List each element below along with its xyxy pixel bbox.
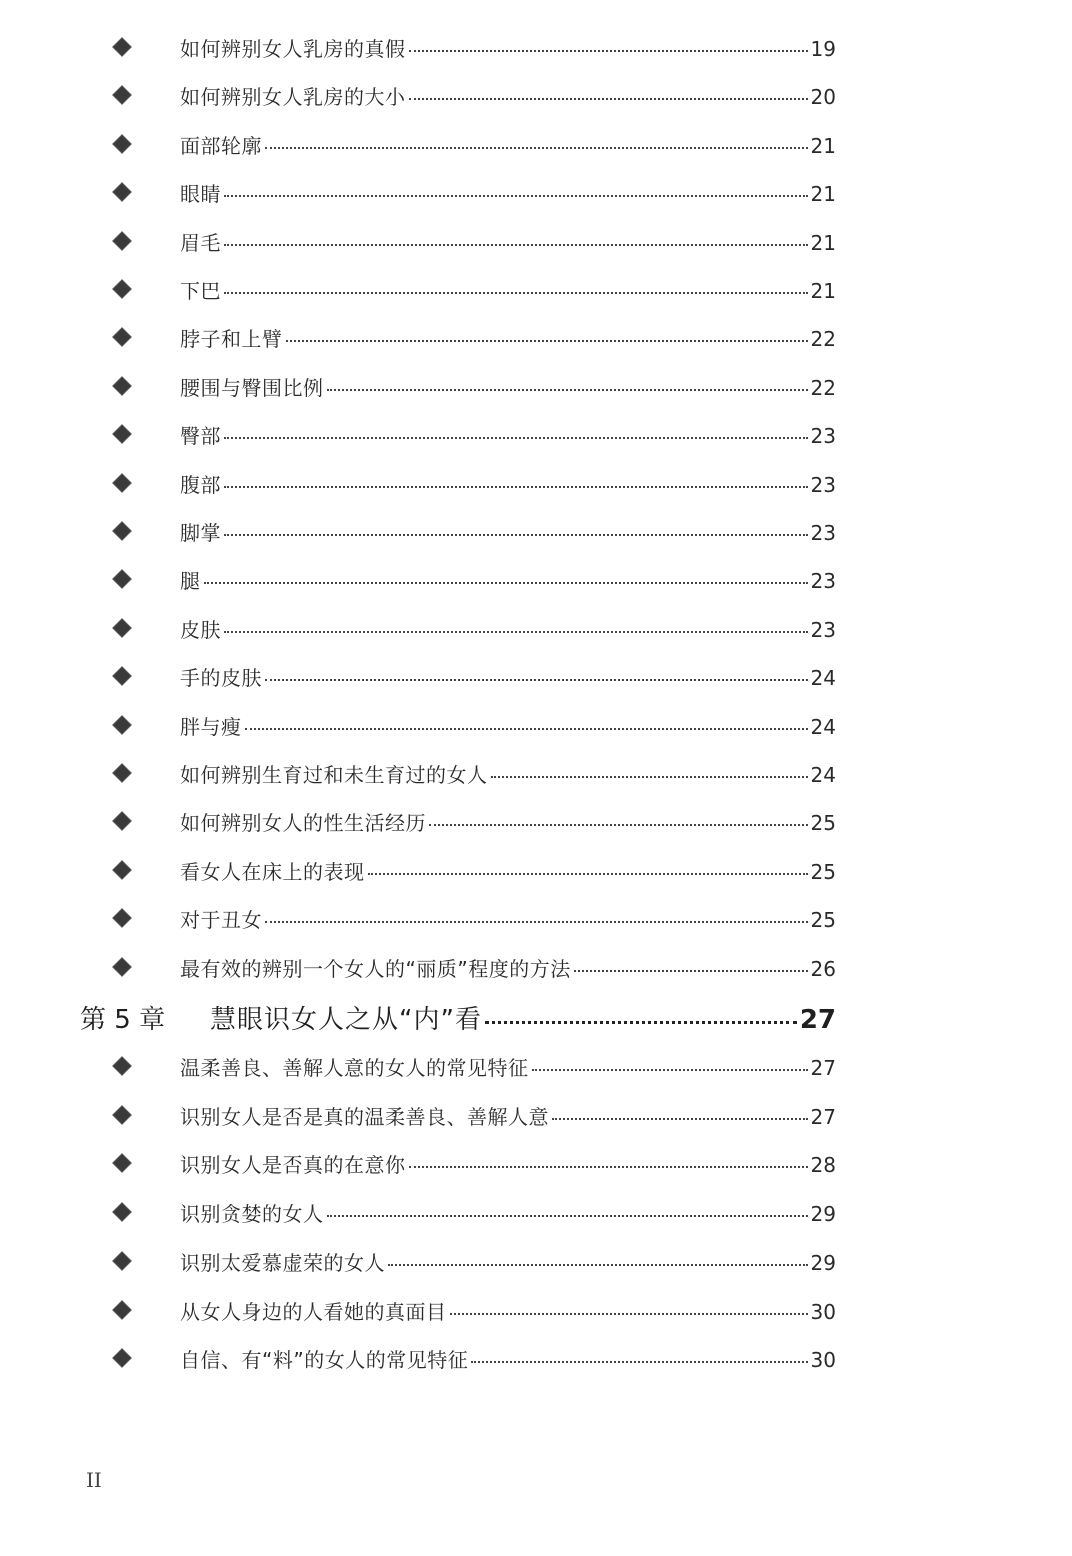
- dot-leader: [224, 486, 808, 488]
- diamond-bullet-icon: [112, 1153, 132, 1173]
- diamond-bullet-icon: [112, 231, 132, 251]
- toc-entry-page-number: 21: [810, 230, 836, 255]
- diamond-bullet-icon: [112, 811, 132, 831]
- diamond-bullet-icon: [112, 1251, 132, 1271]
- toc-entry-title: 腰围与臀围比例: [180, 375, 324, 400]
- toc-entry[interactable]: [180, 517, 836, 545]
- dot-leader: [204, 582, 808, 584]
- diamond-bullet-icon: [112, 908, 132, 928]
- toc-entry-page-number: 24: [810, 763, 836, 787]
- diamond-bullet-icon: [112, 569, 132, 589]
- toc-entry-page-number: 22: [810, 375, 836, 400]
- diamond-bullet-icon: [112, 473, 132, 493]
- toc-entry-page-number: 30: [810, 1299, 836, 1324]
- toc-entry-page-number: 25: [810, 859, 836, 884]
- diamond-bullet-icon: [112, 715, 132, 735]
- toc-entry[interactable]: [180, 227, 836, 255]
- dot-leader: [224, 437, 808, 439]
- toc-entry-page-number: 28: [810, 1153, 836, 1178]
- toc-entry[interactable]: [180, 81, 836, 109]
- toc-entry-page-number: 23: [810, 569, 836, 594]
- dot-leader: [245, 728, 808, 730]
- toc-entry-title: 如何辨别女人乳房的真假: [180, 37, 406, 61]
- toc-entry-page-number: 22: [810, 327, 836, 352]
- diamond-bullet-icon: [112, 618, 132, 638]
- toc-entry-page-number: 25: [810, 811, 836, 836]
- toc-entry[interactable]: [180, 1247, 836, 1275]
- toc-entry[interactable]: [180, 178, 836, 206]
- toc-entry-title: 脖子和上臂: [180, 327, 283, 352]
- toc-entry-title: 下巴: [180, 279, 221, 303]
- toc-entry-title: 面部轮廓: [180, 133, 262, 158]
- diamond-bullet-icon: [112, 1202, 132, 1222]
- toc-entry[interactable]: [180, 807, 836, 835]
- dot-leader: [409, 50, 808, 52]
- toc-entry-page-number: 24: [810, 714, 836, 739]
- dot-leader: [409, 1166, 808, 1168]
- toc-entry-title: 臀部: [180, 424, 221, 449]
- toc-entry[interactable]: [180, 1101, 836, 1129]
- toc-entry[interactable]: [180, 953, 836, 981]
- toc-entry-page-number: 21: [810, 182, 836, 207]
- toc-entry[interactable]: [180, 33, 836, 61]
- chapter-heading: [80, 999, 836, 1035]
- toc-entry-title: 如何辨别生育过和未生育过的女人: [180, 763, 488, 787]
- toc-entry-page-number: 21: [810, 279, 836, 303]
- toc-entry-page-number: 29: [810, 1250, 836, 1275]
- diamond-bullet-icon: [112, 1105, 132, 1125]
- toc-entry-page-number: 24: [810, 666, 836, 691]
- dot-leader: [224, 631, 808, 633]
- dot-leader: [532, 1069, 808, 1071]
- toc-entry-title: 眼睛: [180, 182, 221, 207]
- toc-entry-title: 腹部: [180, 472, 221, 497]
- toc-entry[interactable]: [180, 856, 836, 884]
- dot-leader: [429, 824, 808, 826]
- toc-entry[interactable]: [180, 1198, 836, 1226]
- toc-entry-title: 看女人在床上的表现: [180, 859, 365, 884]
- dot-leader: [286, 340, 808, 342]
- dot-leader: [224, 292, 808, 294]
- diamond-bullet-icon: [112, 182, 132, 202]
- toc-entry-title: 如何辨别女人乳房的大小: [180, 85, 406, 110]
- toc-entry-title: 脚掌: [180, 521, 221, 545]
- diamond-bullet-icon: [112, 376, 132, 396]
- chapter-label: 第 5 章: [80, 1005, 166, 1035]
- toc-entry-title: 对于丑女: [180, 908, 262, 933]
- dot-leader: [265, 921, 808, 923]
- diamond-bullet-icon: [112, 860, 132, 880]
- toc-entry-title: 如何辨别女人的性生活经历: [180, 811, 426, 836]
- diamond-bullet-icon: [112, 37, 132, 57]
- dot-leader: [471, 1361, 807, 1363]
- toc-entry-title: 腿: [180, 569, 201, 594]
- diamond-bullet-icon: [112, 1056, 132, 1076]
- diamond-bullet-icon: [112, 424, 132, 444]
- toc-entry[interactable]: [180, 662, 836, 690]
- footer-page-number: II: [86, 1468, 102, 1492]
- toc-entry-page-number: 23: [810, 472, 836, 497]
- diamond-bullet-icon: [112, 327, 132, 347]
- toc-entry-title: 胖与瘦: [180, 714, 242, 739]
- dot-leader: [485, 1021, 797, 1024]
- toc-entry-page-number: 23: [810, 617, 836, 642]
- dot-leader: [409, 98, 808, 100]
- toc-entry-page-number: 23: [810, 424, 836, 449]
- toc-entry-title: 眉毛: [180, 230, 221, 255]
- dot-leader: [450, 1313, 808, 1315]
- dot-leader: [224, 534, 808, 536]
- toc-entry[interactable]: [180, 420, 836, 448]
- chapter-title: 慧眼识女人之从“内”看: [210, 1005, 482, 1035]
- toc-entry[interactable]: [180, 614, 836, 642]
- toc-entry-title: 从女人身边的人看她的真面目: [180, 1299, 447, 1324]
- diamond-bullet-icon: [112, 134, 132, 154]
- toc-entry-page-number: 21: [810, 133, 836, 158]
- toc-entry[interactable]: [180, 130, 836, 158]
- toc-entry-page-number: 19: [810, 37, 836, 61]
- toc-entry[interactable]: [180, 711, 836, 739]
- toc-entry[interactable]: [180, 323, 836, 351]
- dot-leader: [574, 970, 808, 972]
- diamond-bullet-icon: [112, 763, 132, 783]
- toc-entry[interactable]: [180, 275, 836, 303]
- toc-entry-title: 识别贪婪的女人: [180, 1202, 324, 1227]
- diamond-bullet-icon: [112, 666, 132, 686]
- diamond-bullet-icon: [112, 1300, 132, 1320]
- toc-entry[interactable]: [180, 1344, 836, 1372]
- toc-entry-page-number: 30: [810, 1348, 836, 1373]
- toc-entry[interactable]: [180, 372, 836, 400]
- dot-leader: [265, 679, 808, 681]
- toc-entry[interactable]: [180, 1149, 836, 1177]
- dot-leader: [552, 1118, 808, 1120]
- toc-entry-page-number: 27: [810, 1104, 836, 1129]
- toc-entry-page-number: 27: [810, 1056, 836, 1080]
- toc-entry-page-number: 25: [810, 908, 836, 933]
- diamond-bullet-icon: [112, 521, 132, 541]
- toc-entry[interactable]: [180, 904, 836, 932]
- toc-entry-title: 手的皮肤: [180, 666, 262, 691]
- toc-entry-title: 识别太爱慕虚荣的女人: [180, 1250, 385, 1275]
- dot-leader: [388, 1264, 808, 1266]
- diamond-bullet-icon: [112, 957, 132, 977]
- diamond-bullet-icon: [112, 1348, 132, 1368]
- dot-leader: [224, 244, 808, 246]
- toc-entry-title: 识别女人是否真的在意你: [180, 1153, 406, 1178]
- dot-leader: [265, 147, 808, 149]
- toc-entry-page-number: 23: [810, 521, 836, 545]
- toc-entry-title: 识别女人是否是真的温柔善良、善解人意: [180, 1104, 549, 1129]
- dot-leader: [368, 873, 808, 875]
- toc-entry-title: 温柔善良、善解人意的女人的常见特征: [180, 1056, 529, 1080]
- diamond-bullet-icon: [112, 279, 132, 299]
- diamond-bullet-icon: [112, 85, 132, 105]
- toc-entry-page-number: 29: [810, 1202, 836, 1227]
- toc-entry-title: 自信、有“料”的女人的常见特征: [180, 1348, 469, 1373]
- toc-entry-page-number: 26: [810, 956, 836, 981]
- dot-leader: [224, 195, 808, 197]
- toc-entry-page-number: 20: [810, 85, 836, 110]
- toc-entry[interactable]: [180, 1052, 836, 1080]
- toc-entry-title: 皮肤: [180, 617, 221, 642]
- toc-entry[interactable]: [180, 565, 836, 593]
- toc-entry-title: 最有效的辨别一个女人的“丽质”程度的方法: [180, 956, 571, 981]
- toc-entry[interactable]: [180, 759, 836, 787]
- dot-leader: [327, 1215, 808, 1217]
- toc-entry[interactable]: [180, 469, 836, 497]
- toc-entry[interactable]: [180, 1296, 836, 1324]
- dot-leader: [327, 389, 808, 391]
- chapter-page-number: 27: [799, 1005, 836, 1035]
- dot-leader: [491, 776, 808, 778]
